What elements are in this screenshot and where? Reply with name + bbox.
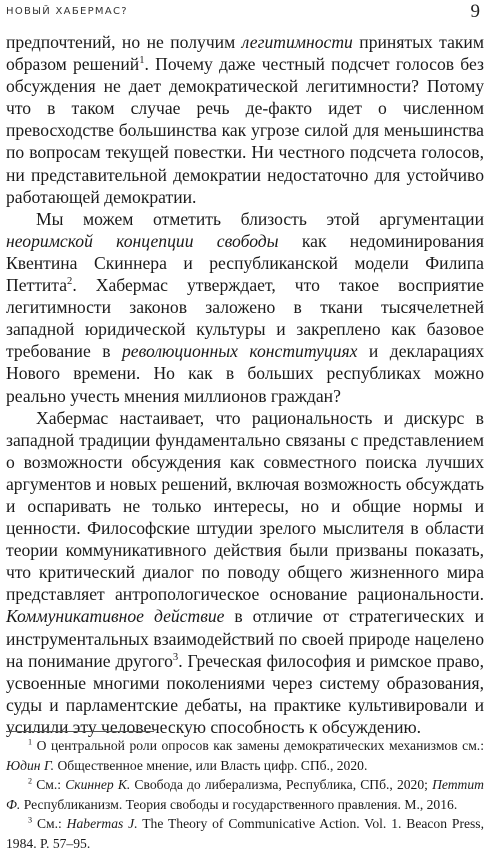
- author-name: Скиннер К.: [65, 777, 131, 793]
- text-run: . Хабермас утверждает, что такое восприятие легитимности законов заложено в ткани тысячелетней западной юридической культуры и закреплено как базовое требование в: [6, 275, 484, 362]
- page-header: [6, 2, 482, 26]
- footnote-ref-2[interactable]: 2: [67, 276, 73, 288]
- author-name: Юдин Г.: [6, 757, 55, 773]
- text-run: Общественное мнение, или Власть цифр. СПб., 2020.: [54, 757, 368, 773]
- paragraph-1: [6, 31, 484, 208]
- text-run: в отличие от стратегических и инструментальных взаимодействий по своей природе нацелено на понимание другого: [6, 606, 484, 671]
- italic-term: революционных конституциях: [121, 341, 358, 362]
- text-run: и декларациях Нового времени. Но как в больших республиках можно реально учесть мнения миллионов граждан?: [6, 341, 484, 406]
- text-run: О центральной роли опросов как замены демократических механизмов см.:: [32, 738, 484, 753]
- main-text: [6, 31, 484, 738]
- text-run: предпочтений, но не получим: [6, 32, 242, 52]
- page-number: 9: [470, 1, 480, 22]
- footnote-divider: [6, 731, 154, 732]
- footnote-3: [6, 814, 484, 853]
- footnote-number: 1: [28, 737, 33, 747]
- footnote-number: 2: [28, 776, 33, 786]
- author-name: Habermas J.: [66, 816, 138, 832]
- text-run: . Греческая философия и римское право, усвоенные многими поколениями через систему образования, суды и парламентские дебаты, на практике культивировали и усилили эту человеческую способность к обсуждению.: [6, 650, 484, 737]
- text-run: Хабермас настаивает, что рациональность и дискурс в западной традиции фундаментально связаны с представлением о возможности обсуждения как совместного поиска лучших аргументов и новых решений, включая возможность обсуждать и оспаривать не только интересы, но и общие нормы и ценности. Философские штудии зрелого мыслителя в области теории коммуникативного действия были призваны показать, что критический диалог по поводу общего жизненного мира представляет антропологическое основание рациональности.: [6, 407, 484, 605]
- paragraph-2: [6, 208, 484, 407]
- paragraph-3: [6, 407, 484, 738]
- footnotes: [6, 736, 484, 854]
- italic-term: легитимности: [241, 32, 353, 52]
- text-run: См.:: [32, 816, 67, 832]
- footnote-1: [6, 736, 484, 775]
- italic-term: Коммуникативное действие: [6, 606, 225, 627]
- footnote-ref-1[interactable]: 1: [139, 55, 145, 67]
- footnote-ref-3[interactable]: 3: [172, 651, 179, 663]
- running-head: НОВЫЙ ХАБЕРМАС?: [6, 6, 128, 17]
- author-name: Петтит Ф.: [6, 777, 484, 812]
- text-run: как недоминирования Квентина Скиннера и республиканской модели Филипа Петтита: [6, 230, 484, 296]
- text-run: Мы можем отметить близость этой аргументации: [36, 208, 484, 229]
- text-run: принятых таким образом решений: [6, 32, 484, 75]
- text-run: Свобода до либерализма, Республика, СПб., 2020;: [130, 777, 433, 793]
- text-run: . Почему даже честный подсчет голосов без обсуждения не дает демократической легитимности? Потому что в таком случае речь де-факто идет о численном превосходстве большинства как угрозе силой для меньшинства по вопросам текущей повестки. Ни честного подсчета голосов, ни представительной демократии недостаточно для устойчиво работающей демократии.: [6, 54, 485, 207]
- footnote-2: [6, 775, 484, 814]
- text-run: The Theory of Communicative Action. Vol. 1. Beacon Press, 1984. P. 57–95.: [6, 816, 484, 851]
- text-run: Республиканизм. Теория свободы и государственного правления. М., 2016.: [20, 796, 458, 812]
- footnote-number: 3: [28, 815, 33, 825]
- italic-term: неоримской концепции свободы: [6, 230, 279, 251]
- text-run: См.:: [32, 777, 66, 793]
